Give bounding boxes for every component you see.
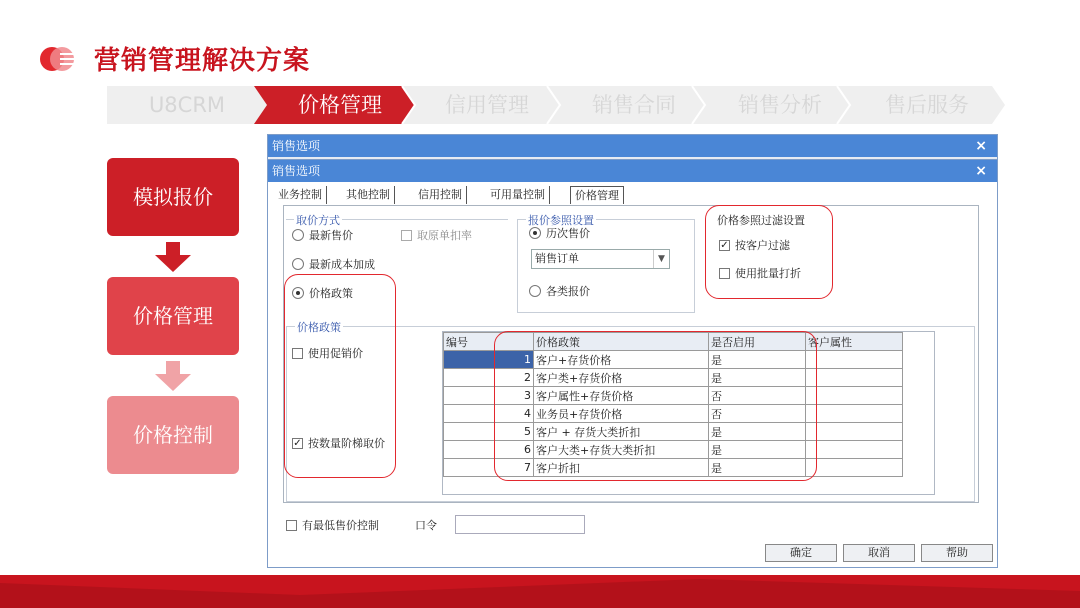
- ok-button[interactable]: 确定: [765, 544, 837, 562]
- option-qty-ladder-price[interactable]: [292, 435, 385, 451]
- option-latest-price[interactable]: [292, 227, 353, 243]
- option-min-price-control[interactable]: [286, 517, 379, 533]
- step-bar: [107, 86, 1007, 124]
- chevron-down-icon[interactable]: ▼: [653, 250, 669, 268]
- quote-reference-label: 报价参照设置: [528, 214, 594, 227]
- step-credit-management: 信用管理: [445, 93, 529, 117]
- cell-customer-attr[interactable]: [806, 351, 903, 369]
- step-after-sales: 售后服务: [885, 93, 969, 117]
- close-icon[interactable]: ×: [975, 163, 987, 179]
- tab-other-control[interactable]: 其他控制: [342, 186, 395, 204]
- column-header-policy[interactable]: 价格政策: [534, 333, 709, 351]
- password-label-text: 口令: [415, 519, 437, 532]
- cell-policy[interactable]: 客户+存货价格: [534, 351, 709, 369]
- slide-title: 营销管理解决方案: [94, 46, 311, 76]
- option-label: 各类报价: [546, 285, 590, 298]
- cell-enabled[interactable]: 是: [709, 351, 806, 369]
- checkbox-use-promo-price[interactable]: [292, 348, 303, 359]
- radio-history-price[interactable]: [529, 227, 541, 239]
- step-price-management: 价格管理: [298, 93, 382, 117]
- checkbox-min-price-control[interactable]: [286, 520, 297, 531]
- table-row[interactable]: [444, 441, 903, 459]
- close-icon[interactable]: ×: [975, 138, 987, 154]
- brand-logo-icon: [38, 44, 78, 74]
- tab-availability-control[interactable]: 可用量控制: [486, 186, 550, 204]
- cell-number[interactable]: 6: [444, 441, 534, 459]
- checkbox-batch-discount[interactable]: [719, 268, 730, 279]
- cell-customer-attr[interactable]: [806, 423, 903, 441]
- help-button[interactable]: 帮助: [921, 544, 993, 562]
- price-policy-label: 价格政策: [297, 321, 341, 334]
- cell-policy[interactable]: 客户类+存货价格: [534, 369, 709, 387]
- option-label: 取原单扣率: [417, 229, 472, 242]
- cell-customer-attr[interactable]: [806, 387, 903, 405]
- dialog-title: 销售选项: [272, 164, 321, 178]
- step-sales-analysis: 销售分析: [738, 93, 822, 117]
- cell-policy[interactable]: 客户大类+存货大类折扣: [534, 441, 709, 459]
- password-label: [415, 517, 437, 533]
- process-price-control: 价格控制: [107, 396, 239, 474]
- column-header-number[interactable]: 编号: [444, 333, 534, 351]
- dialog-titlebar: [268, 160, 997, 182]
- window-titlebar: [268, 135, 997, 157]
- cell-enabled[interactable]: 是: [709, 423, 806, 441]
- option-label: 按数量阶梯取价: [308, 437, 385, 450]
- table-row[interactable]: [444, 369, 903, 387]
- checkbox-original-discount[interactable]: [401, 230, 412, 241]
- select-value: 销售订单: [535, 252, 579, 265]
- tab-price-management[interactable]: 价格管理: [570, 186, 624, 204]
- down-arrow-icon: [155, 242, 191, 272]
- cell-enabled[interactable]: 是: [709, 441, 806, 459]
- step-u8crm: U8CRM: [148, 93, 226, 117]
- option-label: 价格政策: [309, 287, 353, 300]
- option-history-price[interactable]: [529, 225, 590, 241]
- column-header-enabled[interactable]: 是否启用: [709, 333, 806, 351]
- window-title: 销售选项: [272, 139, 321, 153]
- option-price-policy[interactable]: [292, 285, 353, 301]
- process-price-management: 价格管理: [107, 277, 239, 355]
- cell-policy[interactable]: 客户折扣: [534, 459, 709, 477]
- checkbox-filter-by-customer[interactable]: ✓: [720, 239, 729, 251]
- radio-latest-price[interactable]: [292, 229, 304, 241]
- radio-latest-cost-plus[interactable]: [292, 258, 304, 270]
- filter-label-text: 价格参照过滤设置: [717, 214, 805, 227]
- table-row[interactable]: [444, 387, 903, 405]
- option-label: 最新售价: [309, 229, 353, 242]
- radio-price-policy[interactable]: [292, 287, 304, 299]
- option-label: 使用促销价: [308, 347, 363, 360]
- cell-number[interactable]: 1: [444, 351, 534, 369]
- price-policy-grid: [443, 332, 903, 477]
- cell-enabled[interactable]: 否: [709, 387, 806, 405]
- radio-category-quote[interactable]: [529, 285, 541, 297]
- cell-customer-attr[interactable]: [806, 405, 903, 423]
- table-row[interactable]: [444, 405, 903, 423]
- source-document-select[interactable]: [531, 249, 670, 269]
- option-batch-discount[interactable]: [719, 265, 801, 281]
- pricing-method-label: 取价方式: [296, 214, 340, 227]
- price-policy-table: [442, 331, 935, 495]
- checkbox-qty-ladder-price[interactable]: ✓: [293, 437, 302, 449]
- option-label: 有最低售价控制: [302, 519, 379, 532]
- tab-credit-control[interactable]: 信用控制: [414, 186, 467, 204]
- cell-customer-attr[interactable]: [806, 369, 903, 387]
- cell-number[interactable]: 5: [444, 423, 534, 441]
- cell-policy[interactable]: 客户属性+存货价格: [534, 387, 709, 405]
- cell-number[interactable]: 4: [444, 405, 534, 423]
- option-label: 使用批量打折: [735, 267, 801, 280]
- table-row[interactable]: [444, 459, 903, 477]
- option-use-promo-price[interactable]: [292, 345, 363, 361]
- option-label: 按客户过滤: [735, 239, 790, 252]
- option-filter-by-customer[interactable]: [719, 237, 790, 253]
- cell-customer-attr[interactable]: [806, 459, 903, 477]
- process-simulated-quote: 模拟报价: [107, 158, 239, 236]
- cell-policy[interactable]: 业务员+存货价格: [534, 405, 709, 423]
- cell-number[interactable]: 2: [444, 369, 534, 387]
- option-label: 最新成本加成: [309, 258, 375, 271]
- tab-business-control[interactable]: 业务控制: [274, 186, 327, 204]
- table-row[interactable]: [444, 423, 903, 441]
- cell-number[interactable]: 7: [444, 459, 534, 477]
- password-input[interactable]: [455, 515, 585, 534]
- cell-policy[interactable]: 客户 + 存货大类折扣: [534, 423, 709, 441]
- cancel-button[interactable]: 取消: [843, 544, 915, 562]
- footer-band: [0, 575, 1080, 608]
- option-category-quote[interactable]: [529, 283, 590, 299]
- column-header-customer-attr[interactable]: 客户属性: [806, 333, 903, 351]
- option-latest-cost-plus[interactable]: [292, 256, 375, 272]
- cell-number[interactable]: 3: [444, 387, 534, 405]
- filter-settings-label: [717, 212, 805, 228]
- cell-enabled[interactable]: 是: [709, 369, 806, 387]
- step-sales-contract: 销售合同: [592, 93, 676, 117]
- cell-enabled[interactable]: 否: [709, 405, 806, 423]
- down-arrow-icon: [155, 361, 191, 391]
- option-label: 历次售价: [546, 227, 590, 240]
- cell-customer-attr[interactable]: [806, 441, 903, 459]
- option-original-discount[interactable]: [401, 227, 472, 243]
- table-row[interactable]: [444, 351, 903, 369]
- cell-enabled[interactable]: 是: [709, 459, 806, 477]
